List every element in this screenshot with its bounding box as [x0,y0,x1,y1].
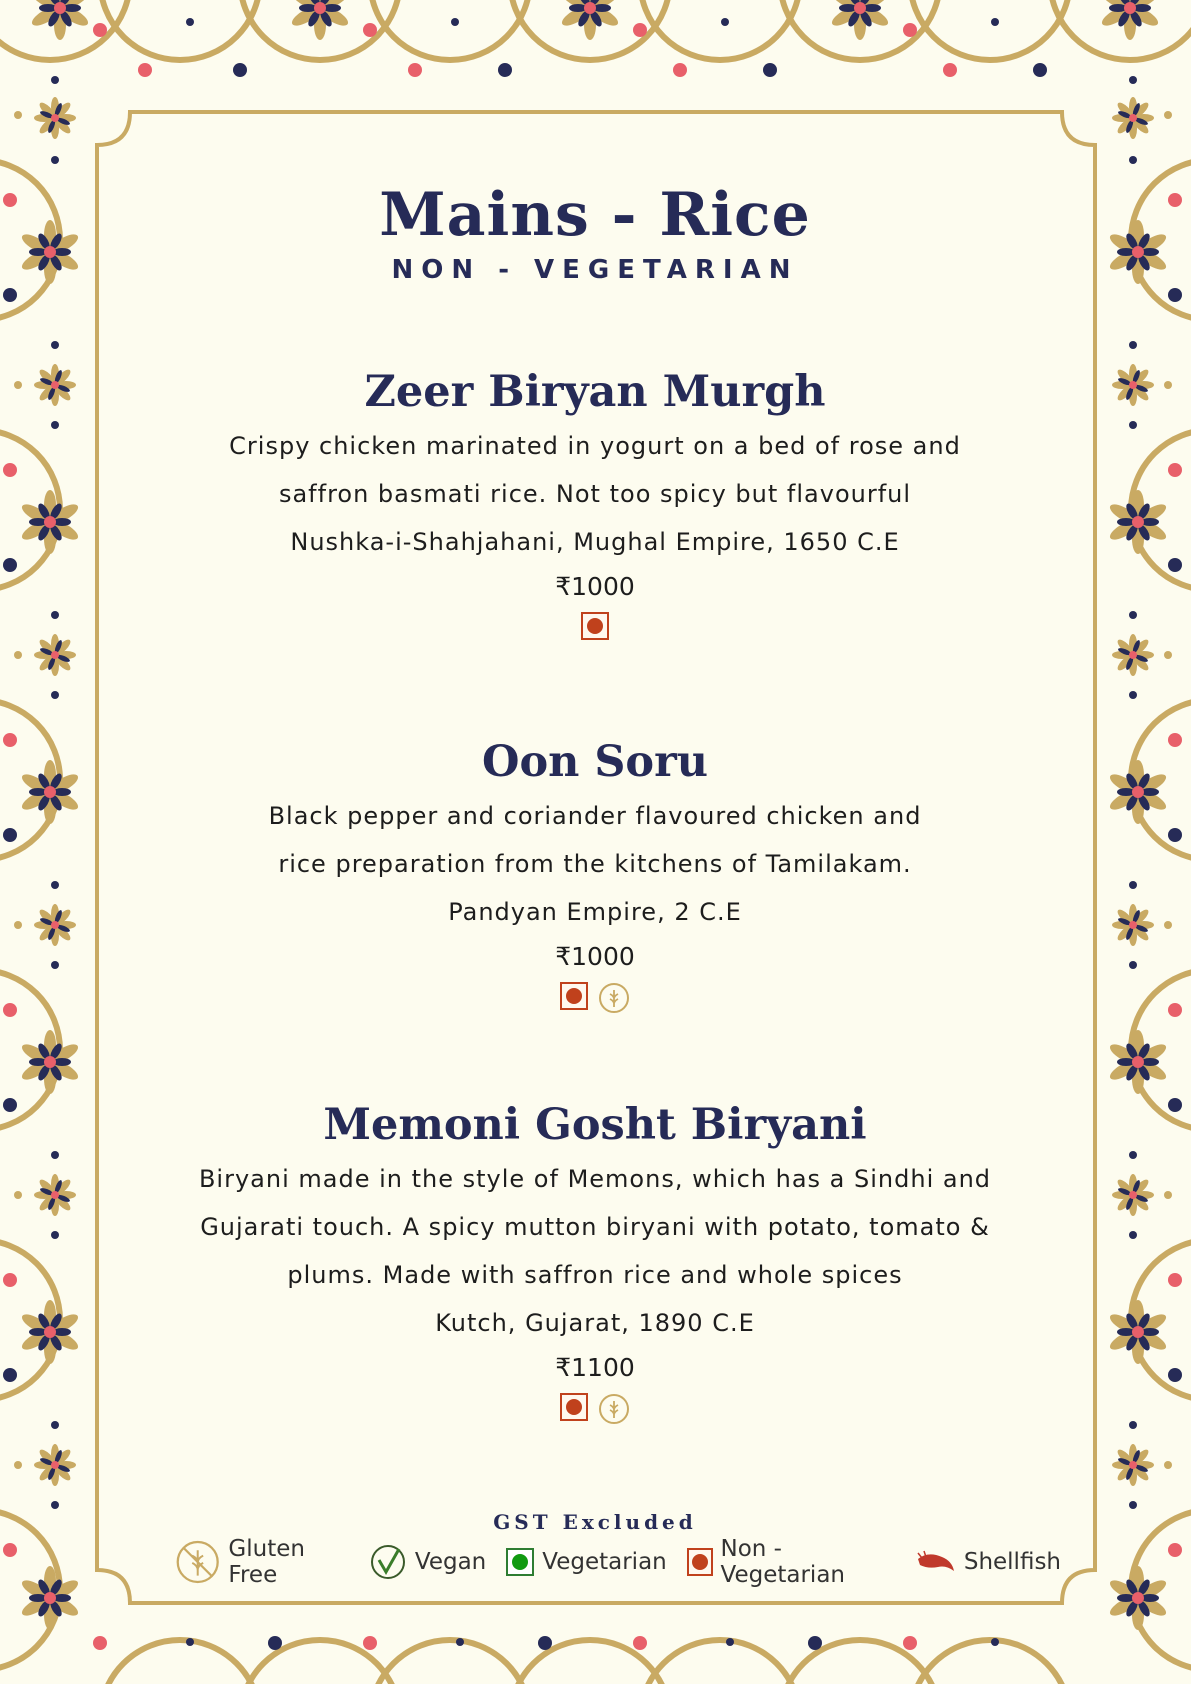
dish-description-line: saffron basmati rice. Not too spicy but flavourful [278,480,912,508]
dish-description-line: rice preparation from the kitchens of Tamilakam. [278,850,912,878]
dish-name: Memoni Gosht Biryani [323,1100,867,1150]
dish-badges [130,1393,1060,1425]
page-subtitle: NON - VEGETARIAN [391,255,799,285]
dish-card [130,732,1060,1014]
gst-note: GST Excluded [493,1510,697,1534]
legend-item-non-vegetarian [687,1536,896,1588]
legend-item-gluten-free [175,1536,349,1588]
dish-price: ₹1000 [555,572,635,601]
dish-price: ₹1000 [555,942,635,971]
non-vegetarian-icon [560,982,588,1010]
legend-label: Vegan [414,1549,487,1575]
page-title: Mains - Rice [379,180,811,250]
legend-label: Shellfish [963,1549,1061,1575]
legend-label: Vegetarian [542,1549,667,1575]
dish-description-line: Black pepper and coriander flavoured chicken and [268,802,922,830]
vegan-icon [369,1543,407,1581]
dish-name: Zeer Biryan Murgh [364,367,826,417]
dish-card [130,362,1060,640]
legend-item-shellfish [916,1549,1061,1575]
dish-description-line: Biryani made in the style of Memons, which has a Sindhi and [198,1165,992,1193]
dish-name: Oon Soru [481,737,709,787]
dish-price: ₹1100 [555,1353,635,1382]
dish-card [130,1095,1060,1425]
dish-origin: Pandyan Empire, 2 C.E [448,898,742,926]
legend-item-vegan [369,1543,486,1581]
gluten-free-icon [175,1537,220,1587]
legend-item-vegetarian [506,1548,666,1576]
dish-description-line: Gujarati touch. A spicy mutton biryani with potato, tomato & [200,1213,990,1241]
legend-label: Gluten Free [228,1536,305,1588]
dish-badges [130,612,1060,640]
non-vegetarian-icon [560,1393,588,1421]
dish-badges [130,982,1060,1014]
dietary-legend [175,1536,1075,1588]
gluten-free-icon [598,982,630,1014]
vegetarian-icon [506,1548,534,1576]
dish-description-line: plums. Made with saffron rice and whole spices [287,1261,903,1289]
gluten-free-icon [598,1393,630,1425]
non-vegetarian-icon [581,612,609,640]
dish-origin: Kutch, Gujarat, 1890 C.E [435,1309,755,1337]
non-vegetarian-icon [687,1548,713,1576]
legend-label: Non - Vegetarian [720,1536,845,1588]
dish-origin: Nushka-i-Shahjahani, Mughal Empire, 1650 C.E [290,528,900,556]
shellfish-icon [916,1549,956,1575]
dish-description-line: Crispy chicken marinated in yogurt on a bed of rose and [229,432,961,460]
